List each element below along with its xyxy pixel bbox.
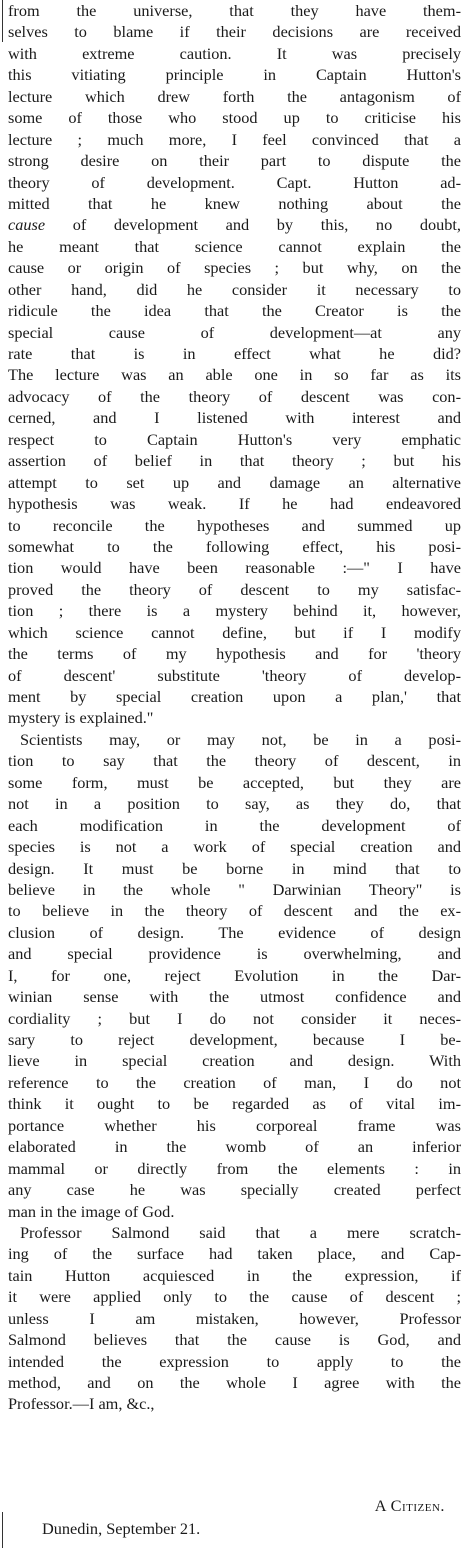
text-line: from the universe, that they have them- bbox=[8, 1, 461, 20]
text-line: Professor Salmond said that a mere scratch- bbox=[20, 1222, 461, 1242]
text-line: this vitiating principle in Captain Hutton's bbox=[8, 65, 461, 85]
text-line: some of those who stood up to criticise his bbox=[8, 108, 461, 128]
text-line: rate that is in effect what he did? bbox=[8, 344, 461, 363]
text-line: sary to reject development, because I be- bbox=[8, 1030, 461, 1049]
text-line: advocacy of the theory of descent was con- bbox=[8, 386, 461, 406]
text-line: lecture ; much more, I feel convinced that a bbox=[8, 129, 461, 149]
text-line: unless I am mistaken, however, Professor bbox=[8, 1308, 461, 1328]
text-line: clusion of design. The evidence of design bbox=[8, 922, 461, 942]
text-line: selves to blame if their decisions are received bbox=[8, 22, 461, 42]
text-line: intended the expression to apply to the bbox=[8, 1351, 461, 1371]
text-line: with extreme caution. It was precisely bbox=[8, 43, 461, 63]
text-line: and special providence is overwhelming, and bbox=[8, 944, 461, 964]
text-line: it were applied only to the cause of descent ; bbox=[8, 1287, 461, 1307]
text-line: lieve in special creation and design. With bbox=[8, 1051, 461, 1071]
italic-word: cause bbox=[8, 215, 46, 235]
signature: A Citizen. bbox=[374, 1496, 445, 1515]
text-line: Salmond believes that the cause is God, and bbox=[8, 1330, 461, 1350]
text-line: special cause of development—at any bbox=[8, 322, 461, 342]
text-line: not in a position to say, as they do, that bbox=[8, 794, 461, 814]
text-line: tion to say that the theory of descent, in bbox=[8, 751, 461, 771]
text-line: he meant that science cannot explain the bbox=[8, 236, 461, 256]
text-line: assertion of belief in that theory ; but his bbox=[8, 451, 461, 471]
text-line: method, and on the whole I agree with the bbox=[8, 1373, 461, 1392]
text-line: believe in the whole " Darwinian Theory" is bbox=[8, 879, 461, 899]
dateline: Dunedin, September 21. bbox=[42, 1519, 201, 1538]
text-line: think it ought to be regarded as of vital im- bbox=[8, 1094, 461, 1114]
text-line: tain Hutton acquiesced in the expression, if bbox=[8, 1265, 461, 1285]
text-line: I, for one, reject Evolution in the Dar- bbox=[8, 965, 461, 985]
text-line: lecture which drew forth the antagonism of bbox=[8, 86, 461, 106]
text-line: other hand, did he consider it necessary to bbox=[8, 279, 461, 299]
text-line: design. It must be borne in mind that to bbox=[8, 858, 461, 878]
text-line: ment by special creation upon a plan,' that bbox=[8, 687, 461, 706]
text-line: to believe in the theory of descent and the ex- bbox=[8, 901, 461, 921]
text-line: of descent' substitute 'theory of develop- bbox=[8, 665, 461, 685]
column-rule-bottom bbox=[2, 1512, 3, 1548]
text-line: proved the theory of descent to my satisfac- bbox=[8, 579, 461, 599]
text-line: strong desire on their part to dispute the bbox=[8, 151, 461, 171]
text-line: ing of the surface had taken place, and Cap- bbox=[8, 1244, 461, 1264]
text-line: attempt to set up and damage an alternative bbox=[8, 472, 461, 492]
text-line: elaborated in the womb of an inferior bbox=[8, 1137, 461, 1157]
text-line: each modification in the development of bbox=[8, 815, 461, 835]
text-line: hypothesis was weak. If he had endeavored bbox=[8, 494, 461, 514]
text-line: some form, must be accepted, but they are bbox=[8, 772, 461, 792]
text-line: theory of development. Capt. Hutton ad- bbox=[8, 172, 461, 192]
text-line: to reconcile the hypotheses and summed up bbox=[8, 515, 461, 535]
text-line: portance whether his corporeal frame was bbox=[8, 1115, 461, 1135]
column-rule-top bbox=[2, 0, 3, 42]
text-line: cause or origin of species ; but why, on the bbox=[8, 258, 461, 278]
text-line: the terms of my hypothesis and for 'theory bbox=[8, 644, 461, 664]
text-line: cerned, and I listened with interest and bbox=[8, 408, 461, 428]
text-line: ridicule the idea that the Creator is the bbox=[8, 301, 461, 321]
text-line: any case he was specially created perfect bbox=[8, 1180, 461, 1200]
text-line: tion ; there is a mystery behind it, however, bbox=[8, 601, 461, 621]
text-line: somewhat to the following effect, his posi- bbox=[8, 536, 461, 556]
text-line: Scientists may, or may not, be in a posi- bbox=[20, 729, 461, 749]
text-line: reference to the creation of man, I do not bbox=[8, 1072, 461, 1092]
text-line: mystery is explained." bbox=[8, 708, 154, 728]
text-line: The lecture was an able one in so far as its bbox=[8, 365, 461, 385]
text-line: species is not a work of special creation and bbox=[8, 837, 461, 857]
text-line: mammal or directly from the elements : in bbox=[8, 1158, 461, 1178]
text-line: cause of development and by this, no doubt, bbox=[8, 215, 461, 235]
text-line: mitted that he knew nothing about the bbox=[8, 193, 461, 213]
text-line: respect to Captain Hutton's very emphatic bbox=[8, 429, 461, 449]
text-line: cordiality ; but I do not consider it neces- bbox=[8, 1008, 461, 1028]
text-line: which science cannot define, but if I modify bbox=[8, 622, 461, 642]
text-line: winian sense with the utmost confidence and bbox=[8, 987, 461, 1007]
article-column bbox=[8, 0, 461, 1415]
text-line: Professor.—I am, &c., bbox=[8, 1394, 155, 1414]
text-line: tion would have been reasonable :—" I have bbox=[8, 558, 461, 578]
text-line: man in the image of God. bbox=[8, 1201, 175, 1221]
